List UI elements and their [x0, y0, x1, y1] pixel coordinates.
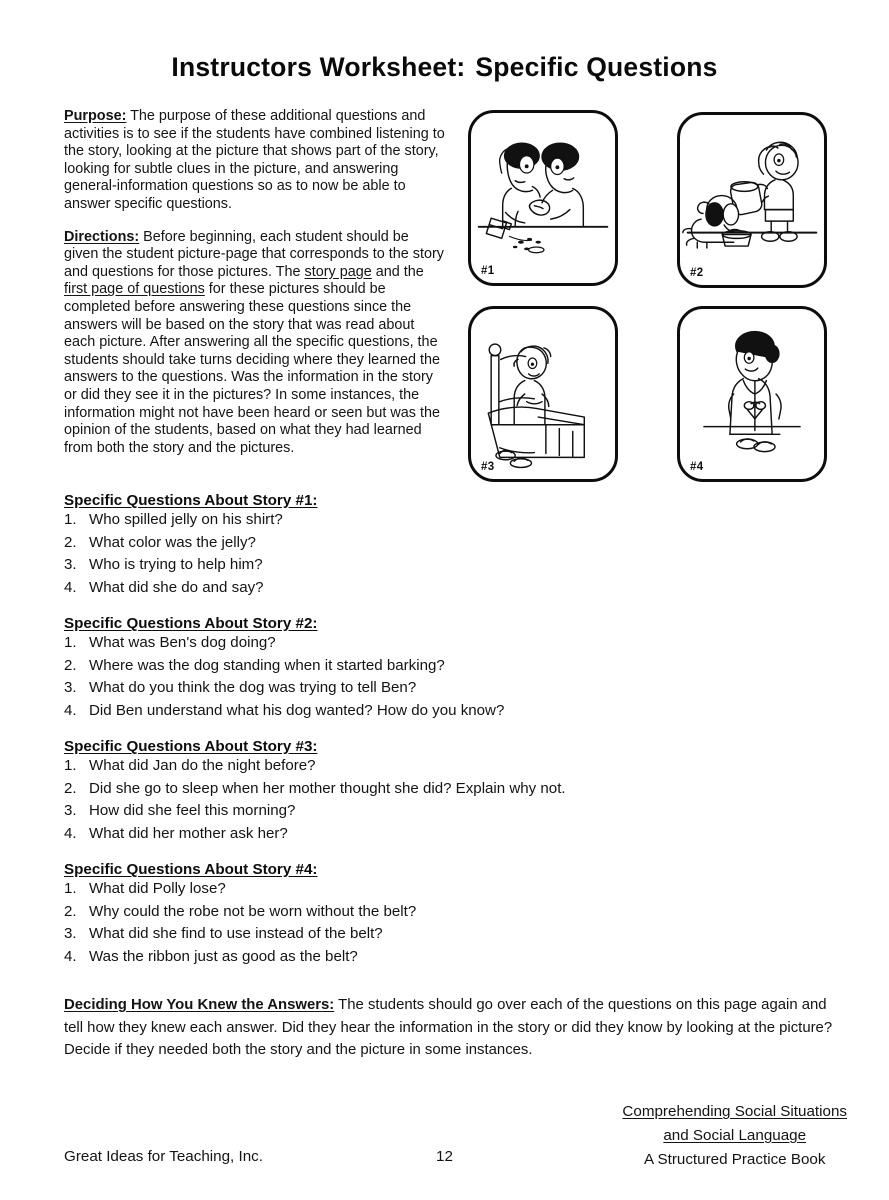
- footer-book-info: [622, 1100, 847, 1172]
- question-number: 4.: [64, 578, 77, 596]
- question-text: Was the ribbon just as good as the belt?: [89, 947, 358, 965]
- question-text: What do you think the dog was trying to tell Ben?: [89, 679, 417, 697]
- question-item: [64, 532, 317, 555]
- question-number: 4.: [64, 947, 77, 965]
- footer-publisher: Great Ideas for Teaching, Inc.: [64, 1148, 263, 1165]
- question-item: [64, 677, 504, 700]
- question-number: 3.: [64, 925, 77, 943]
- page-footer: [0, 1100, 889, 1180]
- directions-text-3: for these pictures should be completed before answering these questions since the answers will be based on the story that was read about each picture. After answering all the specific questions, the students should take turns deciding where they learned the answers to the questions. Was the information in the story or did they see it in the pictures? In some instances, the information might not have been heard or seen but was the opinion of the students, based on what they had learned from both the story and the pictures.: [64, 281, 440, 456]
- directions-paragraph: [64, 229, 445, 458]
- question-item: [64, 901, 416, 924]
- picture-panel-1: [468, 110, 618, 286]
- question-text: Who is trying to help him?: [89, 556, 263, 574]
- question-section-2-heading: Specific Questions About Story #2:: [64, 615, 318, 632]
- question-text: What did she do and say?: [89, 578, 264, 596]
- question-item: [64, 554, 317, 577]
- question-number: 1.: [64, 880, 77, 897]
- panel-label-4: #4: [690, 461, 704, 473]
- illustration-girl-in-robe-icon: [680, 309, 824, 479]
- question-text: What did she find to use instead of the belt?: [89, 925, 383, 943]
- directions-label: Directions:: [64, 228, 140, 245]
- purpose-label: Purpose:: [64, 108, 127, 124]
- question-text: Why could the robe not be worn without the belt?: [89, 902, 417, 920]
- question-section-4: [64, 861, 416, 968]
- question-number: 3.: [64, 556, 77, 574]
- footer-page-number: 12: [436, 1148, 453, 1165]
- question-number: 3.: [64, 802, 77, 820]
- question-number: 2.: [64, 902, 77, 920]
- question-item: [64, 823, 566, 846]
- question-number: 4.: [64, 824, 77, 842]
- illustration-girl-in-bed-icon: [471, 309, 615, 479]
- question-text: How did she feel this morning?: [89, 802, 296, 820]
- question-item: [64, 923, 416, 946]
- question-list-4: [64, 878, 416, 968]
- question-text: What color was the jelly?: [89, 533, 256, 551]
- question-text: What did Polly lose?: [89, 880, 226, 897]
- question-text: Did Ben understand what his dog wanted? How do you know?: [89, 701, 505, 719]
- question-section-1: [64, 492, 317, 599]
- question-section-3-heading: Specific Questions About Story #3:: [64, 738, 318, 755]
- illustration-jelly-spill-icon: [471, 113, 615, 283]
- question-section-1-heading: Specific Questions About Story #1:: [64, 492, 318, 509]
- question-item: [64, 577, 317, 600]
- question-text: Did she go to sleep when her mother thought she did? Explain why not.: [89, 779, 566, 797]
- footer-book-title-line2: and Social Language: [663, 1127, 807, 1144]
- first-page-of-questions-link[interactable]: first page of questions: [64, 281, 205, 298]
- panel-label-1: #1: [481, 265, 495, 277]
- question-item: [64, 509, 317, 532]
- question-item: [64, 800, 566, 823]
- page-title-part1: Instructors Worksheet:: [171, 52, 466, 82]
- question-text: What was Ben's dog doing?: [89, 634, 276, 651]
- question-number: 4.: [64, 701, 77, 719]
- question-number: 2.: [64, 533, 77, 551]
- panel-label-3: #3: [481, 461, 495, 473]
- question-number: 1.: [64, 757, 77, 774]
- footer-book-subtitle: A Structured Practice Book: [643, 1151, 826, 1168]
- directions-text-2: and the: [371, 263, 424, 280]
- question-list-3: [64, 755, 566, 845]
- question-number: 2.: [64, 779, 77, 797]
- picture-panel-3: [468, 306, 618, 482]
- question-item: [64, 878, 416, 901]
- question-item: [64, 632, 504, 655]
- question-number: 3.: [64, 679, 77, 697]
- question-text: Who spilled jelly on his shirt?: [89, 511, 283, 528]
- closing-paragraph: [64, 994, 846, 1062]
- purpose-paragraph: [64, 108, 445, 214]
- question-text: Where was the dog standing when it started barking?: [89, 656, 445, 674]
- page-title: [0, 52, 889, 83]
- question-item: [64, 655, 504, 678]
- picture-panel-2: [677, 112, 827, 288]
- question-number: 1.: [64, 634, 77, 651]
- panel-label-2: #2: [690, 267, 704, 279]
- question-text: What did her mother ask her?: [89, 824, 288, 842]
- directions-text-1: Before beginning, each student should be given the student picture-page that corresponds to the story and questions for those pictures. The: [64, 228, 444, 280]
- question-section-4-heading: Specific Questions About Story #4:: [64, 861, 318, 878]
- intro-column: [64, 108, 445, 457]
- question-list-2: [64, 632, 504, 722]
- question-list-1: [64, 509, 317, 599]
- picture-panel-4: [677, 306, 827, 482]
- purpose-text: The purpose of these additional questions and activities is to see if the students have combined listening to the story, looking at the picture that shows part of the story, looking for subtle clues in the picture, and answering general-information questions so as to now be able to answer specific questions.: [64, 108, 445, 212]
- story-page-link[interactable]: story page: [304, 263, 372, 280]
- question-item: [64, 778, 566, 801]
- closing-text: The students should go over each of the questions on this page again and tell how they knew each answer. Did they hear the information in the story or did they know by looking at the picture? Decide if they needed both the story and the picture in some instances.: [64, 997, 833, 1058]
- question-number: 2.: [64, 656, 77, 674]
- question-section-2: [64, 615, 504, 722]
- closing-label: Deciding How You Knew the Answers:: [64, 997, 335, 1013]
- question-item: [64, 755, 566, 778]
- page-title-part2: Specific Questions: [475, 52, 718, 82]
- question-item: [64, 946, 416, 969]
- picture-panels: [468, 110, 842, 482]
- question-section-3: [64, 738, 566, 845]
- illustration-boy-dog-icon: [680, 115, 824, 285]
- question-item: [64, 700, 504, 723]
- footer-book-title-line1: Comprehending Social Situations: [622, 1103, 847, 1120]
- question-number: 1.: [64, 511, 77, 528]
- question-text: What did Jan do the night before?: [89, 757, 316, 774]
